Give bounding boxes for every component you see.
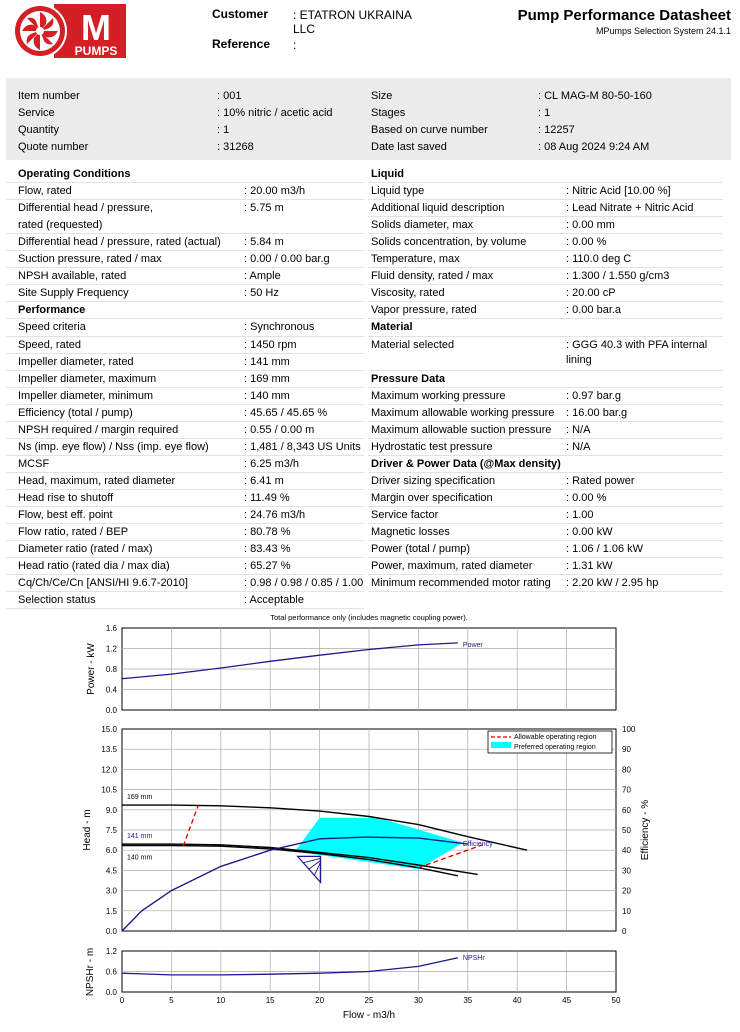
row-divider: [368, 455, 723, 456]
x-tick-label: 15: [265, 996, 275, 1005]
row-divider: [368, 318, 723, 319]
spec-label: Selection status: [18, 594, 96, 607]
spec-value: : 6.25 m3/h: [244, 457, 300, 470]
spec-value: : 141 mm: [244, 355, 290, 368]
info-left-label: Quantity: [18, 124, 59, 136]
spec-label: Head, maximum, rated diameter: [18, 474, 176, 487]
y-tick-label: 4.5: [105, 866, 117, 876]
legend-label: Preferred operating region: [514, 744, 596, 751]
spec-label: Maximum working pressure: [371, 389, 506, 402]
spec-label: Hydrostatic test pressure: [371, 440, 493, 453]
spec-value: : GGG 40.3 with PFA internal: [566, 338, 708, 351]
section-title: Performance: [18, 304, 86, 317]
info-left-label: Service: [18, 107, 55, 119]
spec-value: : 1.31 kW: [566, 560, 613, 573]
spec-value: : N/A: [566, 440, 591, 453]
section-title: Operating Conditions: [18, 168, 131, 180]
y-tick-label: 1.2: [105, 947, 117, 956]
spec-label: Temperature, max: [371, 253, 460, 266]
y-tick-label: 12.0: [101, 765, 117, 775]
spec-label: Flow ratio, rated / BEP: [18, 526, 129, 539]
spec-value: : 20.00 cP: [566, 287, 616, 300]
spec-value: : Rated power: [566, 474, 635, 487]
spec-value: : 0.00 %: [566, 236, 607, 249]
spec-value: : 45.65 / 45.65 %: [244, 406, 328, 419]
spec-label: Speed, rated: [18, 338, 81, 351]
spec-label: Material selected: [371, 338, 455, 351]
spec-value: : 65.27 %: [244, 560, 291, 573]
curve-label: 169 mm: [127, 794, 153, 802]
row-divider: [368, 301, 723, 302]
y-tick-label: 0.8: [105, 665, 117, 674]
info-right-value: : 12257: [538, 124, 575, 136]
spec-value: : 140 mm: [244, 389, 290, 402]
x-tick-label: 25: [364, 996, 374, 1005]
spec-label: Service factor: [371, 509, 439, 521]
spec-value: : 1.00: [566, 509, 594, 521]
spec-label: MCSF: [18, 457, 50, 470]
reference-value: :: [293, 38, 297, 52]
datasheet-subtitle: MPumps Selection System 24.1.1: [595, 26, 731, 36]
spec-label: Diameter ratio (rated / max): [18, 543, 153, 556]
customer-label: Customer: [212, 7, 269, 21]
spec-value: : 5.75 m: [244, 202, 284, 215]
spec-value: : 0.00 kW: [566, 526, 613, 539]
spec-value: : 1,481 / 8,343 US Units: [244, 440, 361, 453]
spec-value-continued: lining: [566, 353, 592, 366]
spec-label: Vapor pressure, rated: [371, 304, 477, 317]
spec-label: Power, maximum, rated diameter: [371, 560, 533, 573]
spec-label: Impeller diameter, rated: [18, 355, 134, 368]
spec-value: : 83.43 %: [244, 543, 291, 556]
y-tick-label: 15.0: [101, 725, 117, 734]
info-right-value: : CL MAG-M 80-50-160: [538, 90, 652, 102]
y-tick-label: 0.4: [105, 685, 117, 695]
spec-value: : 0.00 / 0.00 bar.g: [244, 253, 330, 266]
info-left-value: : 31268: [217, 141, 254, 153]
y-right-tick-label: 0: [622, 927, 627, 936]
datasheet-title: Pump Performance Datasheet: [517, 7, 731, 24]
row-divider: [368, 574, 723, 575]
spec-label: Head ratio (rated dia / max dia): [18, 560, 170, 573]
info-right-label: Stages: [371, 107, 406, 119]
spec-label: Differential head / pressure,: [18, 202, 153, 215]
spec-value: : 50 Hz: [244, 287, 279, 300]
y-right-tick-label: 10: [622, 906, 631, 916]
curve-label: Efficiency: [462, 841, 493, 849]
y-right-tick-label: 80: [622, 765, 631, 775]
x-tick-label: 5: [169, 996, 174, 1005]
spec-value: : 110.0 deg C: [566, 253, 632, 266]
curve-label: 140 mm: [127, 854, 153, 862]
info-left-value: : 10% nitric / acetic acid: [217, 107, 333, 119]
spec-label: Ns (imp. eye flow) / Nss (imp. eye flow): [18, 440, 209, 453]
reference-label: Reference: [212, 37, 271, 51]
info-right-value: : 08 Aug 2024 9:24 AM: [538, 141, 650, 153]
x-tick-label: 30: [413, 996, 423, 1005]
x-tick-label: 40: [512, 996, 522, 1005]
info-row: [0, 89, 740, 106]
spec-value: : 80.78 %: [244, 526, 291, 539]
performance-charts: [0, 606, 740, 1032]
spec-label: Suction pressure, rated / max: [18, 253, 162, 266]
spec-label: Differential head / pressure, rated (actual): [18, 236, 221, 249]
info-row: [0, 140, 740, 157]
row-divider: [368, 336, 723, 337]
x-tick-label: 10: [216, 996, 226, 1005]
y-right-tick-label: 40: [622, 846, 631, 856]
spec-value: : 1450 rpm: [244, 338, 297, 351]
row-divider: [368, 387, 723, 388]
info-left-label: Item number: [18, 90, 80, 102]
spec-label: Magnetic losses: [371, 526, 450, 539]
info-left-label: Quote number: [18, 141, 89, 153]
y-tick-label: 9.0: [105, 805, 117, 815]
y-right-tick-label: 60: [622, 805, 631, 815]
spec-value: : 16.00 bar.g: [566, 406, 628, 419]
spec-value: : Ample: [244, 270, 281, 283]
row-divider: [368, 421, 723, 422]
spec-label: Liquid type: [371, 185, 425, 198]
info-right-label: Size: [371, 90, 393, 102]
row-divider: [368, 540, 723, 541]
spec-label: Speed criteria: [18, 321, 86, 334]
x-tick-label: 35: [463, 996, 473, 1005]
y-axis-label: NPSHr - m: [85, 947, 96, 997]
x-tick-label: 20: [315, 996, 325, 1005]
spec-value: : 1.300 / 1.550 g/cm3: [566, 270, 670, 283]
spec-value: : Acceptable: [244, 594, 304, 607]
spec-label: Solids concentration, by volume: [371, 236, 527, 249]
row-divider: [368, 523, 723, 524]
spec-label: Impeller diameter, maximum: [18, 372, 157, 385]
y-tick-label: 0.0: [105, 927, 117, 936]
y-axis-label: Head - m: [82, 809, 93, 851]
spec-label: Minimum recommended motor rating: [371, 577, 551, 590]
y-tick-label: 1.5: [105, 906, 117, 916]
series-label: Power: [462, 641, 483, 649]
y-right-tick-label: 20: [622, 886, 631, 896]
y-tick-label: 1.2: [105, 644, 117, 654]
spec-value: : Nitric Acid [10.00 %]: [566, 185, 671, 198]
row-divider: [368, 404, 723, 405]
spec-label: Cq/Ch/Ce/Cn [ANSI/HI 9.6.7-2010]: [18, 577, 188, 590]
spec-label: Efficiency (total / pump): [18, 406, 133, 419]
info-right-label: Date last saved: [371, 141, 447, 153]
spec-label: NPSH available, rated: [18, 270, 127, 283]
spec-label: Additional liquid description: [371, 202, 505, 215]
spec-value: : 24.76 m3/h: [244, 509, 306, 521]
spec-value: : Synchronous: [244, 321, 315, 334]
row-divider: [368, 284, 723, 285]
y-right-tick-label: 100: [622, 725, 636, 734]
spec-value: : 0.00 %: [566, 491, 607, 504]
spec-value: : 0.98 / 0.98 / 0.85 / 1.00: [244, 577, 364, 590]
info-right-value: : 1: [538, 107, 551, 119]
y-tick-label: 0.0: [105, 706, 117, 715]
y-right-tick-label: 70: [622, 785, 631, 795]
spec-value: : 6.41 m: [244, 474, 284, 487]
row-divider: [368, 591, 723, 592]
spec-value: : 0.55 / 0.00 m: [244, 423, 315, 436]
y-tick-label: 3.0: [105, 886, 117, 896]
x-tick-label: 45: [562, 996, 572, 1005]
info-left-value: : 1: [217, 124, 230, 136]
spec-value: : 5.84 m: [244, 236, 284, 249]
row-divider: [368, 233, 723, 234]
spec-label: Flow, rated: [18, 185, 72, 198]
y-right-axis-label: Efficiency - %: [640, 799, 651, 861]
row-divider: [368, 199, 723, 200]
spec-value: : 0.00 mm: [566, 219, 615, 232]
spec-label: Maximum allowable working pressure: [371, 406, 555, 419]
spec-value: : N/A: [566, 423, 591, 436]
y-tick-label: 10.5: [101, 785, 117, 795]
y-tick-label: 13.5: [101, 745, 117, 755]
legend-label: Allowable operating region: [514, 734, 597, 741]
y-right-tick-label: 30: [622, 866, 631, 876]
row-divider: [368, 489, 723, 490]
spec-label: Flow, best eff. point: [18, 509, 113, 521]
spec-label: Fluid density, rated / max: [371, 270, 494, 283]
spec-value: : 2.20 kW / 2.95 hp: [566, 577, 659, 590]
x-axis-label: Flow - m3/h: [342, 1010, 396, 1021]
info-left-value: : 001: [217, 90, 242, 102]
spec-value: : Lead Nitrate + Nitric Acid: [566, 202, 694, 215]
row-divider: [368, 216, 723, 217]
customer-value-line2: LLC: [293, 22, 316, 36]
row-divider: [368, 370, 723, 371]
spec-value: : 0.97 bar.g: [566, 389, 622, 402]
spec-label: Head rise to shutoff: [18, 491, 114, 504]
y-right-tick-label: 50: [622, 826, 631, 835]
info-row: [0, 106, 740, 123]
spec-label: Impeller diameter, minimum: [18, 389, 154, 402]
logo-word: PUMPS: [74, 44, 118, 58]
curve-label: 141 mm: [127, 833, 153, 841]
spec-label-continued: rated (requested): [18, 219, 103, 232]
spec-label: Viscosity, rated: [371, 287, 445, 300]
series-label: NPSHr: [462, 954, 485, 962]
row-divider: [368, 250, 723, 251]
spec-label: Margin over specification: [371, 491, 493, 504]
spec-value: : 11.49 %: [244, 491, 290, 504]
y-tick-label: 7.5: [105, 826, 117, 835]
section-title: Liquid: [371, 168, 404, 180]
y-tick-label: 6.0: [105, 846, 117, 856]
y-tick-label: 1.6: [105, 624, 117, 633]
row-divider: [368, 506, 723, 507]
spec-label: Power (total / pump): [371, 543, 471, 556]
spec-value: : 0.00 bar.a: [566, 304, 622, 317]
spec-label: Solids diameter, max: [371, 219, 474, 232]
row-divider: [368, 267, 723, 268]
spec-label: Driver sizing specification: [371, 474, 496, 487]
row-divider: [368, 182, 723, 183]
info-row: [0, 123, 740, 140]
y-tick-label: 0.0: [105, 988, 117, 997]
y-axis-label: Power - kW: [86, 643, 97, 695]
spec-value: : 169 mm: [244, 372, 290, 385]
spec-label: Maximum allowable suction pressure: [371, 423, 552, 436]
chart-title: Total performance only (includes magnetic coupling power).: [270, 613, 468, 622]
row-divider: [368, 438, 723, 439]
spec-value: : 1.06 / 1.06 kW: [566, 543, 644, 556]
spec-value: : 20.00 m3/h: [244, 185, 306, 198]
info-right-label: Based on curve number: [371, 124, 488, 136]
section-title: Material: [371, 321, 413, 334]
row-divider: [368, 472, 723, 473]
spec-label: Site Supply Frequency: [18, 287, 129, 300]
y-right-tick-label: 90: [622, 745, 631, 755]
section-title: Driver & Power Data (@Max density): [371, 457, 561, 470]
customer-value-line1: : ETATRON UKRAINA: [293, 8, 412, 22]
x-tick-label: 50: [611, 996, 621, 1005]
legend-preferred-swatch: [491, 742, 511, 748]
row-divider: [6, 370, 364, 371]
logo-letter: M: [81, 7, 111, 48]
row-divider: [368, 557, 723, 558]
section-title: Pressure Data: [371, 372, 445, 385]
x-tick-label: 0: [119, 996, 125, 1005]
spec-label: NPSH required / margin required: [18, 423, 179, 436]
mpumps-logo: [10, 4, 126, 58]
y-tick-label: 0.6: [105, 967, 117, 977]
